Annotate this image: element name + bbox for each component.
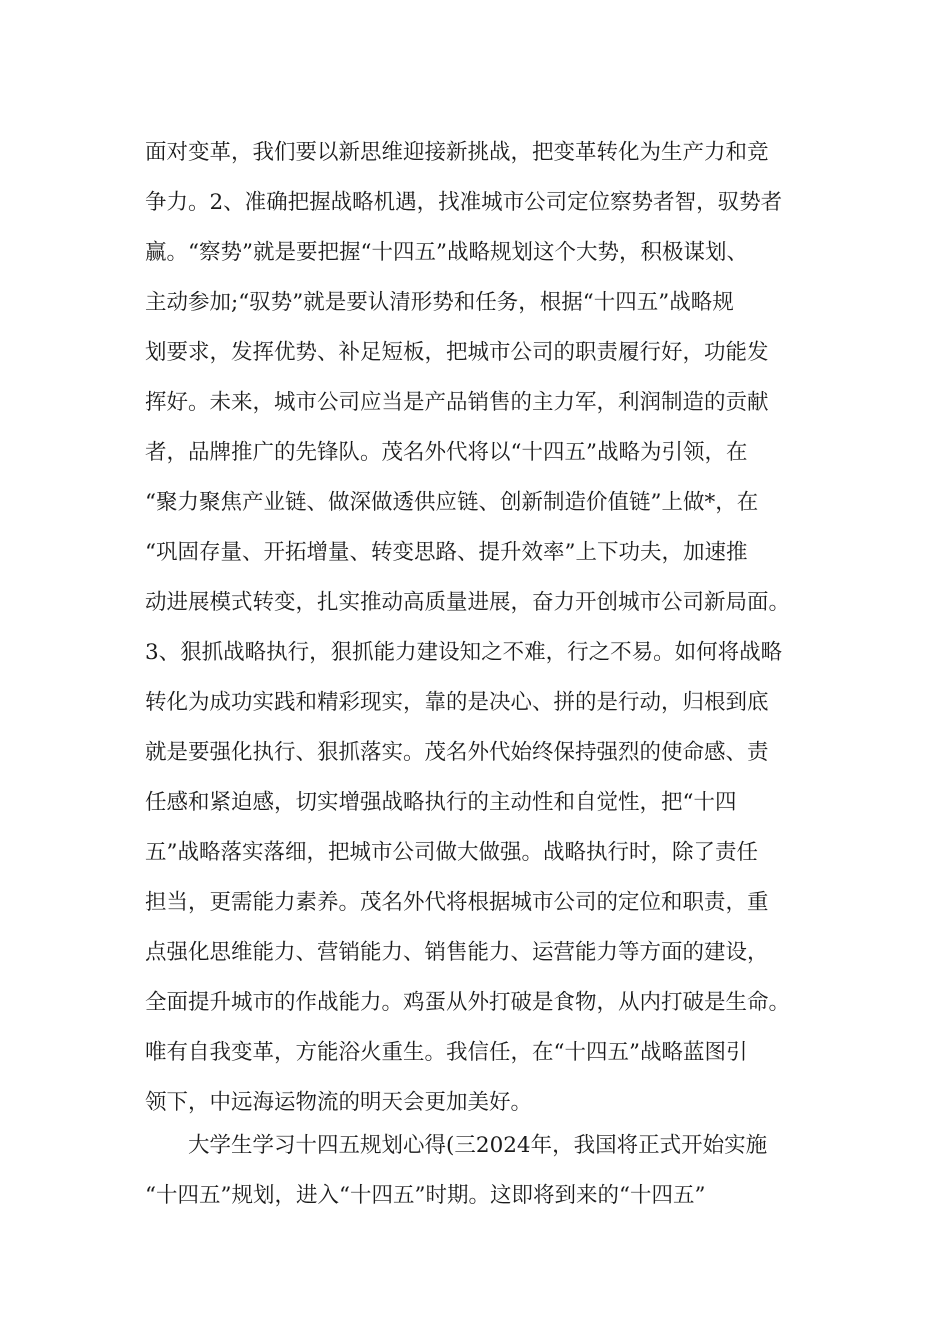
text-line: 担当，更需能力素养。茂名外代将根据城市公司的定位和职责，重	[145, 890, 769, 915]
text-line: 全面提升城市的作战能力。鸡蛋从外打破是食物，从内打破是生命。	[145, 990, 791, 1015]
body-paragraph-1	[145, 128, 815, 1128]
text-line: “十四五”规划，进入“十四五”时期。这即将到来的“十四五”	[145, 1183, 706, 1208]
text-line: “聚力聚焦产业链、做深做透供应链、创新制造价值链”上做*，在	[145, 490, 759, 515]
text-line: 大学生学习十四五规划心得(三2024年，我国将正式开始实施	[188, 1133, 768, 1158]
text-line: 领下，中远海运物流的明天会更加美好。	[145, 1090, 533, 1115]
text-line: 动进展模式转变，扎实推动高质量进展，奋力开创城市公司新局面。	[145, 590, 791, 615]
text-line: 面对变革，我们要以新思维迎接新挑战，把变革转化为生产力和竞	[145, 140, 769, 165]
text-line: 五”战略落实落细，把城市公司做大做强。战略执行时，除了责任	[145, 840, 758, 865]
text-line: “巩固存量、开拓增量、转变思路、提升效率”上下功夫，加速推	[145, 540, 748, 565]
text-line: 划要求，发挥优势、补足短板，把城市公司的职责履行好，功能发	[145, 340, 769, 365]
text-line: 转化为成功实践和精彩现实，靠的是决心、拼的是行动，归根到底	[145, 690, 769, 715]
text-line: 主动参加;“驭势”就是要认清形势和任务，根据“十四五”战略规	[145, 290, 734, 315]
text-line: 赢。“察势”就是要把握“十四五”战略规划这个大势，积极谋划、	[145, 240, 748, 265]
text-line: 点强化思维能力、营销能力、销售能力、运营能力等方面的建设，	[145, 940, 769, 965]
text-line: 挥好。未来，城市公司应当是产品销售的主力军，利润制造的贡献	[145, 390, 769, 415]
text-line: 任感和紧迫感，切实增强战略执行的主动性和自觉性，把“十四	[145, 790, 737, 815]
text-line: 者，品牌推广的先锋队。茂名外代将以“十四五”战略为引领，在	[145, 440, 748, 465]
text-line: 唯有自我变革，方能浴火重生。我信任，在“十四五”战略蓝图引	[145, 1040, 748, 1065]
text-line: 就是要强化执行、狠抓落实。茂名外代始终保持强烈的使命感、责	[145, 740, 769, 765]
text-line: 争力。2、准确把握战略机遇，找准城市公司定位察势者智，驭势者	[145, 190, 783, 215]
text-line: 3、狠抓战略执行，狠抓能力建设知之不难，行之不易。如何将战略	[145, 640, 783, 665]
body-paragraph-2	[145, 1121, 815, 1221]
